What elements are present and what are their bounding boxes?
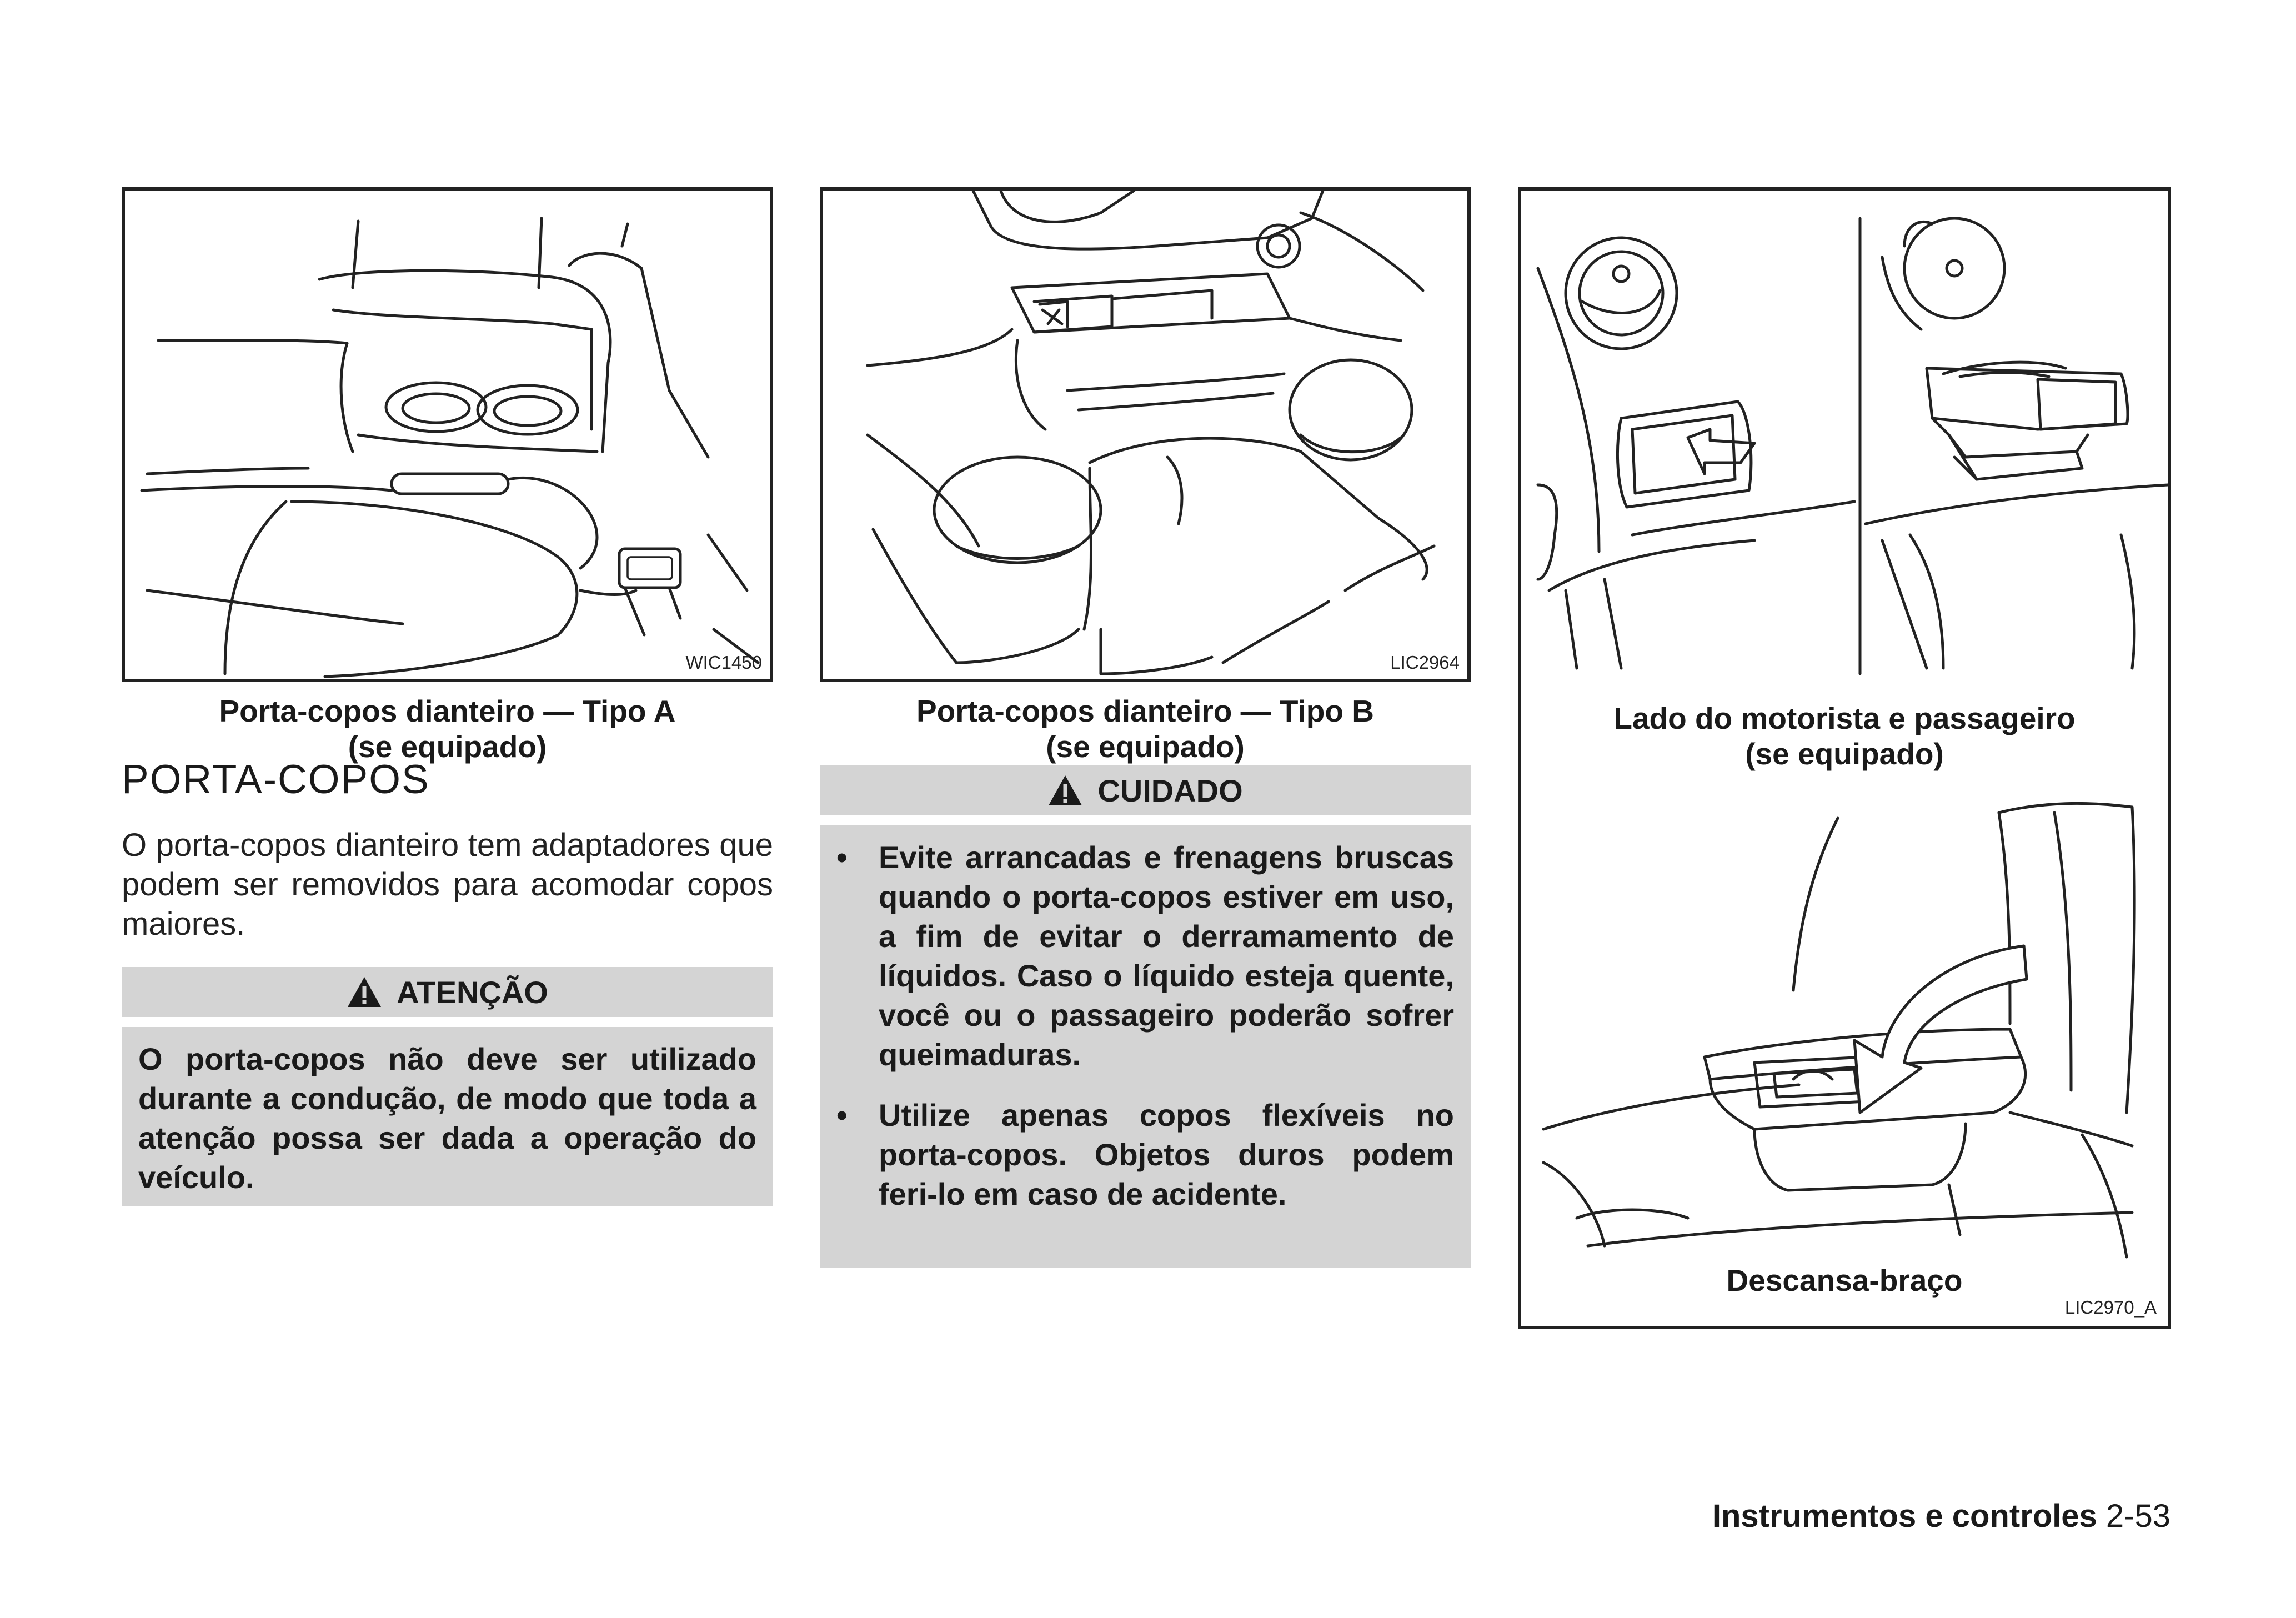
bullet-symbol: • (836, 840, 848, 875)
caption-line: (se equipado) (1046, 729, 1245, 764)
figure-c-top-label (1521, 700, 2168, 772)
footer-section-name: Instrumentos e controles (1712, 1498, 2097, 1534)
figure-cupholder-type-b (820, 187, 1471, 682)
caution-item (820, 1095, 1454, 1214)
caption-line: Porta-copos dianteiro — Tipo A (219, 694, 676, 728)
bullet-symbol: • (836, 1098, 848, 1133)
section-paragraph: O porta-copos dianteiro tem adaptadores que podem ser removidos para acomodar copos maiores. (122, 827, 773, 942)
figure-a-caption (122, 693, 773, 764)
caption-line: (se equipado) (1745, 737, 1944, 771)
caution-header (820, 765, 1471, 815)
attention-header (122, 967, 773, 1017)
page-number: 2-53 (2105, 1498, 2170, 1534)
figure-code: LIC2970_A (2064, 1297, 2157, 1318)
cupholder-type-b-illustration (823, 191, 1467, 679)
figure-b-caption (820, 693, 1471, 764)
cupholder-type-a-illustration (125, 191, 770, 679)
page-footer (1712, 1497, 2170, 1535)
figure-code: WIC1450 (685, 652, 762, 673)
caution-body (820, 825, 1471, 1268)
figure-code: LIC2964 (1390, 652, 1460, 673)
caption-line: Porta-copos dianteiro — Tipo B (916, 694, 1375, 728)
attention-text: O porta-copos não deve ser utilizado durante a condução, de modo que toda a atenção possa ser dada a operação do veículo. (138, 1041, 756, 1195)
warning-triangle-icon (347, 976, 382, 1008)
caution-item-text: Evite arrancadas e frenagens bruscas quando o porta-copos estiver em uso, a fim de evitar o derramamento de líquidos. Caso o líquido esteja quente, você ou o passageiro poderão sofrer queimaduras. (879, 840, 1454, 1072)
attention-title: ATENÇÃO (397, 974, 548, 1010)
caption-line: (se equipado) (348, 729, 547, 764)
caution-item (820, 838, 1454, 1074)
caption-line: Lado do motorista e passageiro (1613, 701, 2076, 735)
caution-item-text: Utilize apenas copos flexíveis no porta-copos. Objetos duros podem feri-lo em caso de acidente. (879, 1098, 1454, 1211)
caution-title: CUIDADO (1097, 773, 1243, 808)
section-title: PORTA-COPOS (122, 757, 430, 802)
figure-c-bottom-label: Descansa-braço (1726, 1263, 1963, 1298)
attention-body (122, 1027, 773, 1206)
warning-triangle-icon (1047, 774, 1083, 807)
figure-driver-passenger-armrest (1518, 187, 2171, 1329)
figure-cupholder-type-a (122, 187, 773, 682)
